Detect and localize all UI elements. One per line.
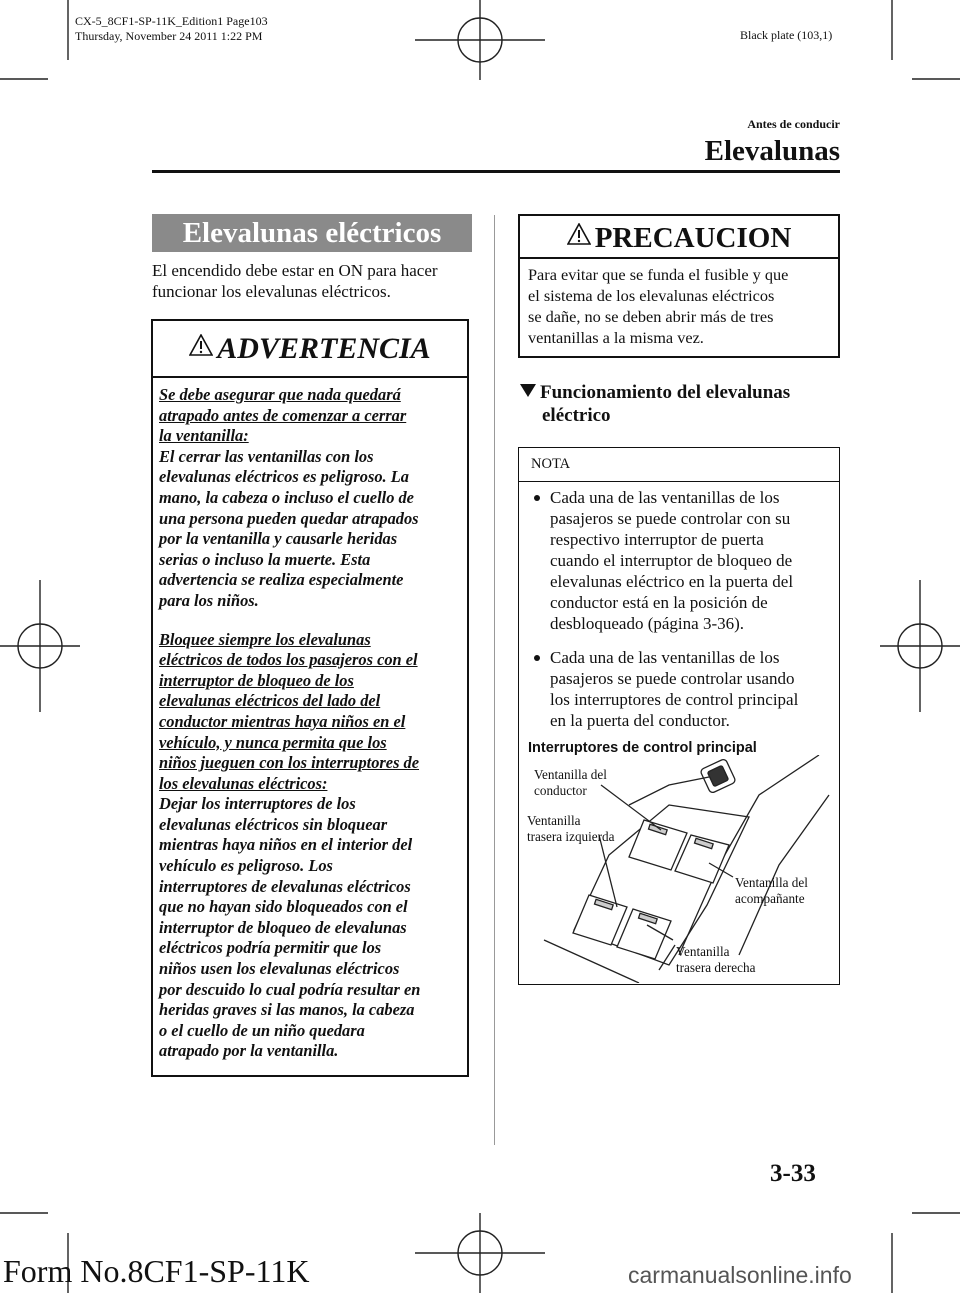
caution-title [518, 222, 840, 255]
header-rule [152, 170, 840, 173]
label-line: Ventanilla del [735, 875, 808, 890]
warning-rule [151, 376, 469, 378]
warning-line: serias o incluso la muerte. Esta [159, 549, 371, 569]
column-divider [494, 215, 495, 1145]
caution-rule [518, 257, 840, 259]
caution-line: ventanillas a la misma vez. [528, 328, 704, 347]
caution-triangle-icon [567, 223, 591, 245]
page-number: 3-33 [770, 1160, 816, 1187]
note-line: los interruptores de control principal [550, 690, 799, 709]
warning-line: interruptores de elevalunas eléctricos [159, 876, 411, 896]
watermark: carmanualsonline.info [628, 1262, 852, 1288]
caution-line: Para evitar que se funda el fusible y que [528, 265, 789, 284]
warning-line: interruptor de bloqueo de los [159, 670, 354, 690]
warning-line: elevalunas eléctricos sin bloquear [159, 814, 388, 834]
warning-triangle-icon [189, 334, 213, 356]
intro-line: El encendido debe estar en ON para hacer [152, 261, 438, 280]
note-line: desbloqueado (página 3-36). [550, 614, 745, 633]
label-line: Ventanilla [676, 944, 730, 959]
paragraph-gap [159, 612, 465, 630]
label-passenger-window [735, 875, 808, 907]
warning-line: una persona pueden quedar atrapados [159, 508, 419, 528]
label-line: Ventanilla [527, 813, 581, 828]
note-title: NOTA [531, 456, 571, 472]
warning-line: para los niños. [159, 590, 259, 610]
warning-line: vehículo es peligroso. Los [159, 856, 333, 876]
form-number: Form No.8CF1-SP-11K [3, 1253, 310, 1289]
page-title: Elevalunas [704, 135, 840, 167]
note-line: Cada una de las ventanillas de los [550, 488, 780, 507]
warning-line: El cerrar las ventanillas con los [159, 446, 374, 466]
warning-line: la ventanilla: [159, 426, 249, 446]
note-line: Cada una de las ventanillas de los [550, 648, 780, 667]
caution-line: el sistema de los elevalunas eléctricos [528, 286, 775, 305]
note-list [528, 487, 834, 744]
note-item [528, 647, 834, 731]
bullet-icon [534, 655, 540, 661]
label-line: Ventanilla del [534, 767, 607, 782]
section-band-title: Elevalunas eléctricos [152, 214, 472, 252]
warning-line: eléctricos podría permitir que los [159, 938, 382, 958]
warning-line: los elevalunas eléctricos: [159, 773, 328, 793]
warning-line: por descuido lo cual podría resultar en [159, 979, 421, 999]
print-info-line2: Thursday, November 24 2011 1:22 PM [75, 29, 263, 43]
function-heading-line: eléctrico [542, 405, 611, 426]
print-info [75, 14, 268, 44]
note-rule [518, 481, 840, 482]
warning-line: heridas graves si las manos, la cabeza [159, 1000, 415, 1020]
intro-line: funcionar los elevalunas eléctricos. [152, 282, 391, 301]
section-name: Antes de conducir [747, 117, 840, 131]
warning-line: Bloquee siempre los elevalunas [159, 629, 371, 649]
warning-line: o el cuello de un niño quedara [159, 1020, 365, 1040]
warning-line: que no hayan sido bloqueados con el [159, 897, 408, 917]
function-heading-line: Funcionamiento del elevalunas [540, 382, 791, 403]
label-line: trasera izquierda [527, 829, 615, 844]
caution-body [528, 264, 834, 348]
label-line: conductor [534, 783, 587, 798]
warning-line: interruptor de bloqueo de elevalunas [159, 917, 407, 937]
caution-line: se dañe, no se deben abrir más de tres [528, 307, 774, 326]
warning-line: atrapado por la ventanilla. [159, 1041, 339, 1061]
note-item [528, 487, 834, 634]
label-rear-right-window [676, 944, 755, 976]
function-heading [520, 381, 840, 427]
warning-line: advertencia se realiza especialmente [159, 570, 404, 590]
warning-line: elevalunas eléctricos es peligroso. La [159, 467, 409, 487]
warning-line: por la ventanilla y causarle heridas [159, 529, 398, 549]
warning-line: niños jueguen con los interruptores de [159, 753, 420, 773]
label-driver-window [534, 767, 607, 799]
note-line: pasajeros se puede controlar con su [550, 509, 791, 528]
warning-line: niños usen los elevalunas eléctricos [159, 959, 400, 979]
print-info-line1: CX-5_8CF1-SP-11K_Edition1 Page103 [75, 14, 268, 28]
label-line: trasera derecha [676, 960, 756, 975]
warning-line: eléctricos de todos los pasajeros con el [159, 650, 418, 670]
warning-line: Dejar los interruptores de los [159, 794, 356, 814]
note-line: elevalunas eléctrico en la puerta del [550, 572, 794, 591]
warning-line: Se debe asegurar que nada quedará [159, 385, 401, 404]
caution-title-text: PRECAUCION [594, 222, 792, 254]
warning-line: elevalunas eléctricos del lado del [159, 691, 381, 711]
warning-line: mientras haya niños en el interior del [159, 835, 413, 855]
bullet-icon [534, 495, 540, 501]
plate-label: Black plate (103,1) [740, 28, 833, 42]
triangle-bullet-icon [520, 384, 536, 397]
label-line: acompañante [735, 891, 805, 906]
figure-title: Interruptores de control principal [528, 740, 757, 756]
intro-text [152, 260, 474, 302]
warning-title-text: ADVERTENCIA [217, 332, 431, 365]
warning-title [151, 332, 469, 366]
note-line: respectivo interruptor de puerta [550, 530, 764, 549]
warning-line: atrapado antes de comenzar a cerrar [159, 405, 407, 425]
note-line: en la puerta del conductor. [550, 711, 730, 730]
warning-line: conductor mientras haya niños en el [159, 711, 406, 731]
warning-body [159, 385, 465, 1062]
label-rear-left-window [527, 813, 615, 845]
note-line: conductor está en la posición de [550, 593, 768, 612]
note-line: pasajeros se puede controlar usando [550, 669, 795, 688]
note-line: cuando el interruptor de bloqueo de [550, 551, 793, 570]
warning-line: vehículo, y nunca permita que los [159, 732, 387, 752]
warning-line: mano, la cabeza o incluso el cuello de [159, 487, 414, 507]
